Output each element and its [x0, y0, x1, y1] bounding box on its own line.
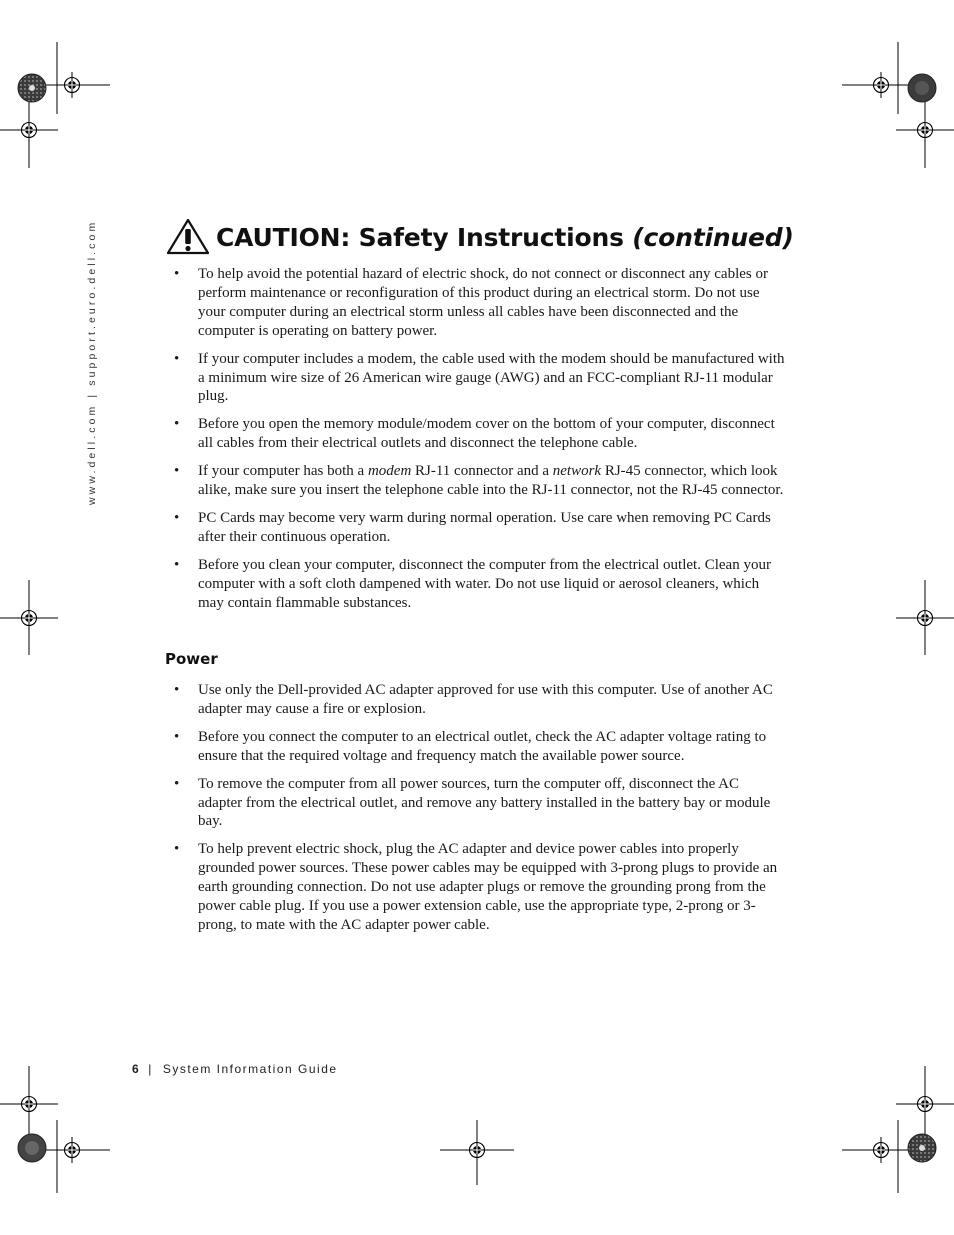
list-item: [174, 728, 786, 766]
item-text: Before you open the memory module/modem cover on the bottom of your computer, disconnect all cables from their electrical outlets and disconnect the telephone cable.: [198, 416, 775, 452]
caution-list: [174, 265, 786, 622]
list-item: [174, 265, 786, 341]
item-text: PC Cards may become very warm during normal operation. Use care when removing PC Cards after their continuous operation.: [198, 509, 771, 545]
bullet: •: [174, 775, 180, 792]
list-item: [174, 840, 786, 935]
power-list: [174, 681, 786, 944]
bullet: •: [174, 728, 180, 745]
emphasis-network: network: [552, 463, 602, 480]
list-item: [174, 775, 786, 832]
bullet: •: [174, 682, 180, 698]
list-item: [174, 509, 786, 547]
emphasis-modem: modem: [367, 463, 412, 480]
item-text: If your computer has both a modem RJ-11 connector and a network RJ-45 connector, which look alike, make sure you insert the telephone cable into the RJ-11 connector, not the RJ-45 connector.: [198, 463, 784, 499]
page-title: [166, 217, 794, 257]
list-item: [174, 415, 786, 453]
section-heading-power: Power: [165, 650, 218, 668]
bullet: •: [174, 556, 180, 573]
bullet: •: [174, 416, 180, 433]
list-item: [174, 681, 786, 719]
bullet: •: [174, 266, 180, 282]
bullet: •: [174, 841, 180, 858]
side-url-text: www.dell.com | support.euro.dell.com: [86, 219, 98, 505]
item-text: To help prevent electric shock, plug the AC adapter and device power cables into properly grounded power sources. These power cables may be equipped with 3-prong plugs to provide an earth grounding connection. Do not use adapter plugs or remove the grounding prong from the power cable plug. If you use a power extension cable, use the appropriate type, 2-prong or 3-prong, to mate with the AC adapter power cable.: [198, 841, 778, 933]
item-text: To remove the computer from all power sources, turn the computer off, disconnect the AC adapter from the electrical outlet, and remove any battery installed in the battery bay or module bay.: [198, 775, 771, 830]
page-footer: [132, 1062, 338, 1076]
title-main: CAUTION: Safety Instructions: [216, 222, 633, 252]
list-item: [174, 462, 786, 500]
list-item: [174, 350, 786, 407]
bullet: •: [174, 350, 180, 367]
guide-title: System Information Guide: [162, 1062, 338, 1076]
warning-triangle-icon: [166, 218, 210, 256]
bullet: •: [174, 509, 180, 526]
title-continued: (continued): [632, 222, 794, 252]
page-number: 6: [132, 1062, 141, 1076]
item-text: Before you connect the computer to an electrical outlet, check the AC adapter voltage rating to ensure that the required voltage and frequency match the available power source.: [198, 728, 767, 764]
bullet: •: [174, 463, 180, 480]
item-text: If your computer includes a modem, the cable used with the modem should be manufactured with a minimum wire size of 26 American wire gauge (AWG) and an FCC-compliant RJ-11 modular plug.: [198, 350, 785, 405]
item-text: To help avoid the potential hazard of electric shock, do not connect or disconnect any cables or perform maintenance or reconfiguration of this product during an electrical storm. Do not use your computer during an electrical storm unless all cables have been disconnected and the computer is operating on battery power.: [198, 266, 768, 339]
list-item: [174, 556, 786, 613]
item-text: Use only the Dell-provided AC adapter approved for use with this computer. Use of another AC adapter may cause a fire or explosion.: [198, 682, 773, 717]
footer-separator: |: [148, 1062, 153, 1076]
item-text: Before you clean your computer, disconnect the computer from the electrical outlet. Clean your computer with a soft cloth dampened with water. Do not use liquid or aerosol cleaners, which may contain flammable substances.: [198, 556, 771, 611]
